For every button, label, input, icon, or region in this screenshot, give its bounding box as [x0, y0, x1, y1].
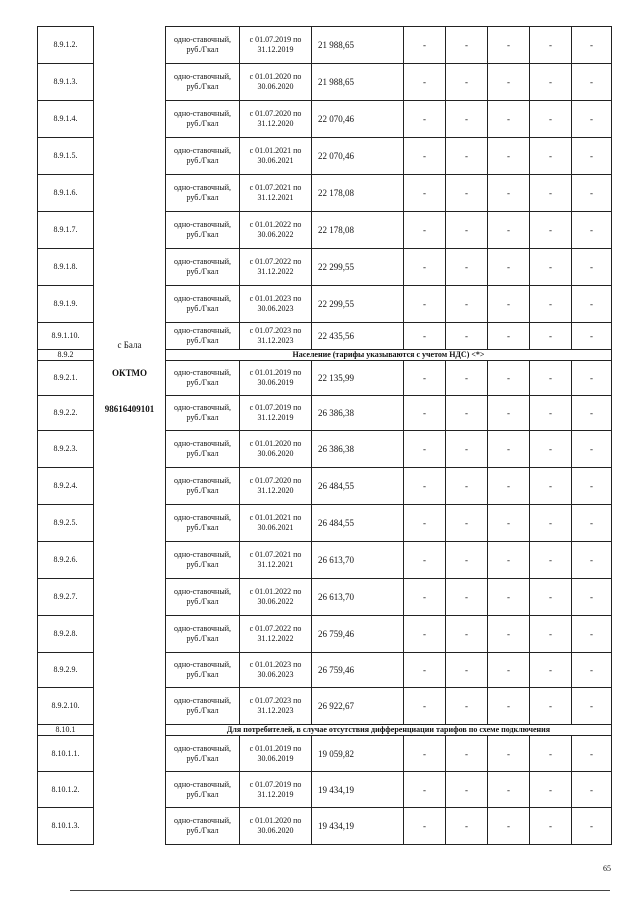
tariff-unit: одно-ставочный, руб./Гкал	[166, 505, 240, 542]
row-number: 8.9.2.4.	[38, 468, 94, 505]
empty-value-dash: -	[572, 579, 612, 616]
empty-value-dash: -	[572, 64, 612, 101]
empty-value-dash: -	[530, 396, 572, 431]
empty-value-dash: -	[572, 286, 612, 323]
section-header: Население (тарифы указываются с учетом НДС) <*>	[166, 350, 612, 361]
empty-value-dash: -	[572, 431, 612, 468]
tariff-unit: одно-ставочный, руб./Гкал	[166, 138, 240, 175]
tariff-value: 26 759,46	[312, 653, 404, 688]
empty-value-dash: -	[530, 468, 572, 505]
tariff-unit: одно-ставочный, руб./Гкал	[166, 808, 240, 845]
row-number: 8.10.1.1.	[38, 736, 94, 772]
tariff-unit: одно-ставочный, руб./Гкал	[166, 736, 240, 772]
section-header: Для потребителей, в случае отсутствия дифференциации тарифов по схеме подключения	[166, 725, 612, 736]
row-number: 8.9.1.5.	[38, 138, 94, 175]
empty-value-dash: -	[530, 286, 572, 323]
empty-value-dash: -	[488, 688, 530, 725]
empty-value-dash: -	[404, 286, 446, 323]
empty-value-dash: -	[572, 808, 612, 845]
tariff-period: с 01.07.2022 по 31.12.2022	[240, 616, 312, 653]
empty-value-dash: -	[572, 396, 612, 431]
tariff-unit: одно-ставочный, руб./Гкал	[166, 579, 240, 616]
empty-value-dash: -	[488, 286, 530, 323]
tariff-period: с 01.07.2023 по 31.12.2023	[240, 323, 312, 350]
tariff-unit: одно-ставочный, руб./Гкал	[166, 542, 240, 579]
row-number: 8.9.2.6.	[38, 542, 94, 579]
empty-value-dash: -	[572, 249, 612, 286]
empty-value-dash: -	[404, 138, 446, 175]
empty-value-dash: -	[446, 772, 488, 808]
empty-value-dash: -	[572, 27, 612, 64]
oktmo-label: ОКТМО	[112, 367, 147, 378]
empty-value-dash: -	[446, 286, 488, 323]
oktmo-code: 98616409101	[104, 403, 155, 414]
tariff-period: с 01.07.2021 по 31.12.2021	[240, 175, 312, 212]
empty-value-dash: -	[404, 505, 446, 542]
row-number: 8.10.1	[38, 725, 94, 736]
tariff-period: с 01.01.2023 по 30.06.2023	[240, 653, 312, 688]
tariff-value: 22 070,46	[312, 138, 404, 175]
tariff-unit: одно-ставочный, руб./Гкал	[166, 396, 240, 431]
footer-rule	[70, 890, 610, 891]
tariff-value: 19 059,82	[312, 736, 404, 772]
empty-value-dash: -	[530, 361, 572, 396]
empty-value-dash: -	[446, 361, 488, 396]
empty-value-dash: -	[404, 431, 446, 468]
empty-value-dash: -	[488, 101, 530, 138]
tariff-period: с 01.01.2023 по 30.06.2023	[240, 286, 312, 323]
tariff-period: с 01.07.2019 по 31.12.2019	[240, 772, 312, 808]
empty-value-dash: -	[530, 249, 572, 286]
empty-value-dash: -	[530, 688, 572, 725]
tariff-period: с 01.07.2019 по 31.12.2019	[240, 396, 312, 431]
tariff-period: с 01.01.2020 по 30.06.2020	[240, 64, 312, 101]
empty-value-dash: -	[572, 736, 612, 772]
tariff-value: 26 386,38	[312, 431, 404, 468]
tariff-unit: одно-ставочный, руб./Гкал	[166, 323, 240, 350]
tariff-period: с 01.01.2020 по 30.06.2020	[240, 431, 312, 468]
tariff-period: с 01.07.2019 по 31.12.2019	[240, 27, 312, 64]
tariff-period: с 01.01.2021 по 30.06.2021	[240, 505, 312, 542]
tariff-value: 22 299,55	[312, 249, 404, 286]
row-number: 8.9.1.9.	[38, 286, 94, 323]
empty-value-dash: -	[572, 542, 612, 579]
empty-value-dash: -	[446, 542, 488, 579]
empty-value-dash: -	[488, 396, 530, 431]
empty-value-dash: -	[572, 653, 612, 688]
row-number: 8.9.1.2.	[38, 27, 94, 64]
empty-value-dash: -	[446, 212, 488, 249]
empty-value-dash: -	[572, 361, 612, 396]
tariff-period: с 01.07.2020 по 31.12.2020	[240, 101, 312, 138]
tariff-period: с 01.01.2021 по 30.06.2021	[240, 138, 312, 175]
empty-value-dash: -	[446, 579, 488, 616]
empty-value-dash: -	[446, 396, 488, 431]
empty-value-dash: -	[446, 249, 488, 286]
empty-value-dash: -	[404, 653, 446, 688]
empty-value-dash: -	[488, 27, 530, 64]
tariff-unit: одно-ставочный, руб./Гкал	[166, 101, 240, 138]
tariff-value: 22 135,99	[312, 361, 404, 396]
location-column	[94, 27, 166, 845]
tariff-unit: одно-ставочный, руб./Гкал	[166, 616, 240, 653]
tariff-period: с 01.07.2020 по 31.12.2020	[240, 468, 312, 505]
empty-value-dash: -	[488, 431, 530, 468]
row-number: 8.9.1.10.	[38, 323, 94, 350]
empty-value-dash: -	[488, 361, 530, 396]
empty-value-dash: -	[572, 772, 612, 808]
empty-value-dash: -	[404, 323, 446, 350]
empty-value-dash: -	[446, 688, 488, 725]
empty-value-dash: -	[488, 616, 530, 653]
empty-value-dash: -	[530, 101, 572, 138]
empty-value-dash: -	[572, 505, 612, 542]
place-name: с Бала	[117, 339, 142, 350]
empty-value-dash: -	[530, 808, 572, 845]
row-number: 8.9.1.7.	[38, 212, 94, 249]
empty-value-dash: -	[446, 431, 488, 468]
empty-value-dash: -	[446, 27, 488, 64]
tariff-unit: одно-ставочный, руб./Гкал	[166, 772, 240, 808]
row-number: 8.9.2.7.	[38, 579, 94, 616]
empty-value-dash: -	[488, 736, 530, 772]
tariff-unit: одно-ставочный, руб./Гкал	[166, 653, 240, 688]
row-number: 8.9.2.2.	[38, 396, 94, 431]
page-number: 65	[603, 864, 611, 873]
empty-value-dash: -	[530, 653, 572, 688]
tariff-value: 26 484,55	[312, 468, 404, 505]
empty-value-dash: -	[488, 323, 530, 350]
table-row	[38, 27, 612, 64]
tariff-value: 26 613,70	[312, 542, 404, 579]
tariff-period: с 01.01.2022 по 30.06.2022	[240, 579, 312, 616]
tariff-value: 26 922,67	[312, 688, 404, 725]
empty-value-dash: -	[446, 736, 488, 772]
empty-value-dash: -	[446, 808, 488, 845]
empty-value-dash: -	[404, 772, 446, 808]
tariff-value: 22 178,08	[312, 212, 404, 249]
empty-value-dash: -	[446, 64, 488, 101]
row-number: 8.9.2.5.	[38, 505, 94, 542]
empty-value-dash: -	[404, 688, 446, 725]
empty-value-dash: -	[446, 616, 488, 653]
empty-value-dash: -	[530, 579, 572, 616]
empty-value-dash: -	[572, 468, 612, 505]
empty-value-dash: -	[572, 101, 612, 138]
tariff-unit: одно-ставочный, руб./Гкал	[166, 468, 240, 505]
tariff-unit: одно-ставочный, руб./Гкал	[166, 212, 240, 249]
empty-value-dash: -	[446, 505, 488, 542]
tariff-value: 19 434,19	[312, 772, 404, 808]
row-number: 8.9.1.4.	[38, 101, 94, 138]
empty-value-dash: -	[446, 468, 488, 505]
tariff-value: 22 178,08	[312, 175, 404, 212]
empty-value-dash: -	[488, 175, 530, 212]
empty-value-dash: -	[488, 212, 530, 249]
empty-value-dash: -	[572, 616, 612, 653]
empty-value-dash: -	[488, 468, 530, 505]
tariff-period: с 01.07.2022 по 31.12.2022	[240, 249, 312, 286]
empty-value-dash: -	[404, 101, 446, 138]
empty-value-dash: -	[488, 64, 530, 101]
tariff-value: 22 070,46	[312, 101, 404, 138]
tariff-value: 26 386,38	[312, 396, 404, 431]
tariff-value: 21 988,65	[312, 64, 404, 101]
empty-value-dash: -	[404, 27, 446, 64]
empty-value-dash: -	[404, 736, 446, 772]
empty-value-dash: -	[446, 138, 488, 175]
empty-value-dash: -	[488, 579, 530, 616]
row-number: 8.9.1.6.	[38, 175, 94, 212]
row-number: 8.9.2.1.	[38, 361, 94, 396]
row-number: 8.9.1.3.	[38, 64, 94, 101]
empty-value-dash: -	[488, 808, 530, 845]
tariff-value: 26 759,46	[312, 616, 404, 653]
row-number: 8.9.2	[38, 350, 94, 361]
empty-value-dash: -	[404, 249, 446, 286]
tariff-period: с 01.01.2019 по 30.06.2019	[240, 361, 312, 396]
tariff-unit: одно-ставочный, руб./Гкал	[166, 249, 240, 286]
empty-value-dash: -	[446, 653, 488, 688]
tariff-unit: одно-ставочный, руб./Гкал	[166, 64, 240, 101]
empty-value-dash: -	[488, 653, 530, 688]
empty-value-dash: -	[530, 64, 572, 101]
row-number: 8.9.2.9.	[38, 653, 94, 688]
empty-value-dash: -	[572, 175, 612, 212]
tariff-unit: одно-ставочный, руб./Гкал	[166, 175, 240, 212]
empty-value-dash: -	[530, 736, 572, 772]
empty-value-dash: -	[488, 772, 530, 808]
tariff-value: 22 435,56	[312, 323, 404, 350]
empty-value-dash: -	[446, 323, 488, 350]
row-number: 8.10.1.3.	[38, 808, 94, 845]
tariff-value: 21 988,65	[312, 27, 404, 64]
tariff-table	[37, 26, 612, 845]
empty-value-dash: -	[488, 138, 530, 175]
tariff-unit: одно-ставочный, руб./Гкал	[166, 361, 240, 396]
tariff-value: 26 613,70	[312, 579, 404, 616]
empty-value-dash: -	[530, 542, 572, 579]
empty-value-dash: -	[404, 579, 446, 616]
tariff-value: 26 484,55	[312, 505, 404, 542]
empty-value-dash: -	[446, 101, 488, 138]
empty-value-dash: -	[404, 396, 446, 431]
row-number: 8.9.2.8.	[38, 616, 94, 653]
empty-value-dash: -	[572, 688, 612, 725]
tariff-unit: одно-ставочный, руб./Гкал	[166, 27, 240, 64]
empty-value-dash: -	[404, 175, 446, 212]
empty-value-dash: -	[488, 542, 530, 579]
empty-value-dash: -	[530, 772, 572, 808]
empty-value-dash: -	[404, 468, 446, 505]
tariff-unit: одно-ставочный, руб./Гкал	[166, 431, 240, 468]
empty-value-dash: -	[530, 27, 572, 64]
tariff-period: с 01.07.2023 по 31.12.2023	[240, 688, 312, 725]
empty-value-dash: -	[446, 175, 488, 212]
empty-value-dash: -	[530, 431, 572, 468]
tariff-unit: одно-ставочный, руб./Гкал	[166, 688, 240, 725]
tariff-period: с 01.01.2022 по 30.06.2022	[240, 212, 312, 249]
empty-value-dash: -	[572, 138, 612, 175]
row-number: 8.9.2.10.	[38, 688, 94, 725]
tariff-value: 19 434,19	[312, 808, 404, 845]
empty-value-dash: -	[530, 505, 572, 542]
empty-value-dash: -	[530, 175, 572, 212]
tariff-period: с 01.01.2020 по 30.06.2020	[240, 808, 312, 845]
empty-value-dash: -	[572, 212, 612, 249]
tariff-period: с 01.01.2019 по 30.06.2019	[240, 736, 312, 772]
tariff-unit: одно-ставочный, руб./Гкал	[166, 286, 240, 323]
empty-value-dash: -	[488, 249, 530, 286]
tariff-value: 22 299,55	[312, 286, 404, 323]
empty-value-dash: -	[404, 64, 446, 101]
empty-value-dash: -	[572, 323, 612, 350]
empty-value-dash: -	[530, 323, 572, 350]
empty-value-dash: -	[404, 212, 446, 249]
row-number: 8.10.1.2.	[38, 772, 94, 808]
empty-value-dash: -	[404, 542, 446, 579]
empty-value-dash: -	[404, 361, 446, 396]
empty-value-dash: -	[530, 138, 572, 175]
empty-value-dash: -	[488, 505, 530, 542]
tariff-period: с 01.07.2021 по 31.12.2021	[240, 542, 312, 579]
row-number: 8.9.2.3.	[38, 431, 94, 468]
empty-value-dash: -	[530, 616, 572, 653]
empty-value-dash: -	[404, 808, 446, 845]
empty-value-dash: -	[530, 212, 572, 249]
row-number: 8.9.1.8.	[38, 249, 94, 286]
empty-value-dash: -	[404, 616, 446, 653]
